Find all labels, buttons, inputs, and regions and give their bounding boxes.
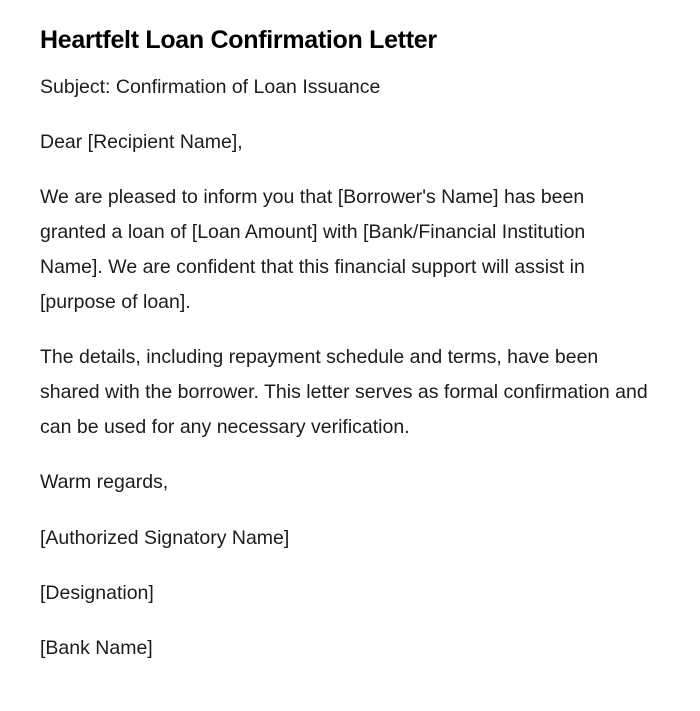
bank-name: [Bank Name] [40,637,153,659]
closing: Warm regards, [40,471,169,493]
body-paragraph-1: We are pleased to inform you that [Borrower's Name] has been granted a loan of [Loan Amount] with [Bank/Financial Institution Name]. We are confident that this financial support will assist in [purpose of loan]. [40,186,586,313]
subject-line: Subject: Confirmation of Loan Issuance [40,76,381,98]
letter-title: Heartfelt Loan Confirmation Letter [40,26,437,54]
body-paragraph-2: The details, including repayment schedule and terms, have been shared with the borrower. This letter serves as formal confirmation and can be used for any necessary verification. [40,346,648,438]
designation: [Designation] [40,582,154,604]
signatory-name: [Authorized Signatory Name] [40,527,290,549]
greeting: Dear [Recipient Name], [40,131,243,153]
